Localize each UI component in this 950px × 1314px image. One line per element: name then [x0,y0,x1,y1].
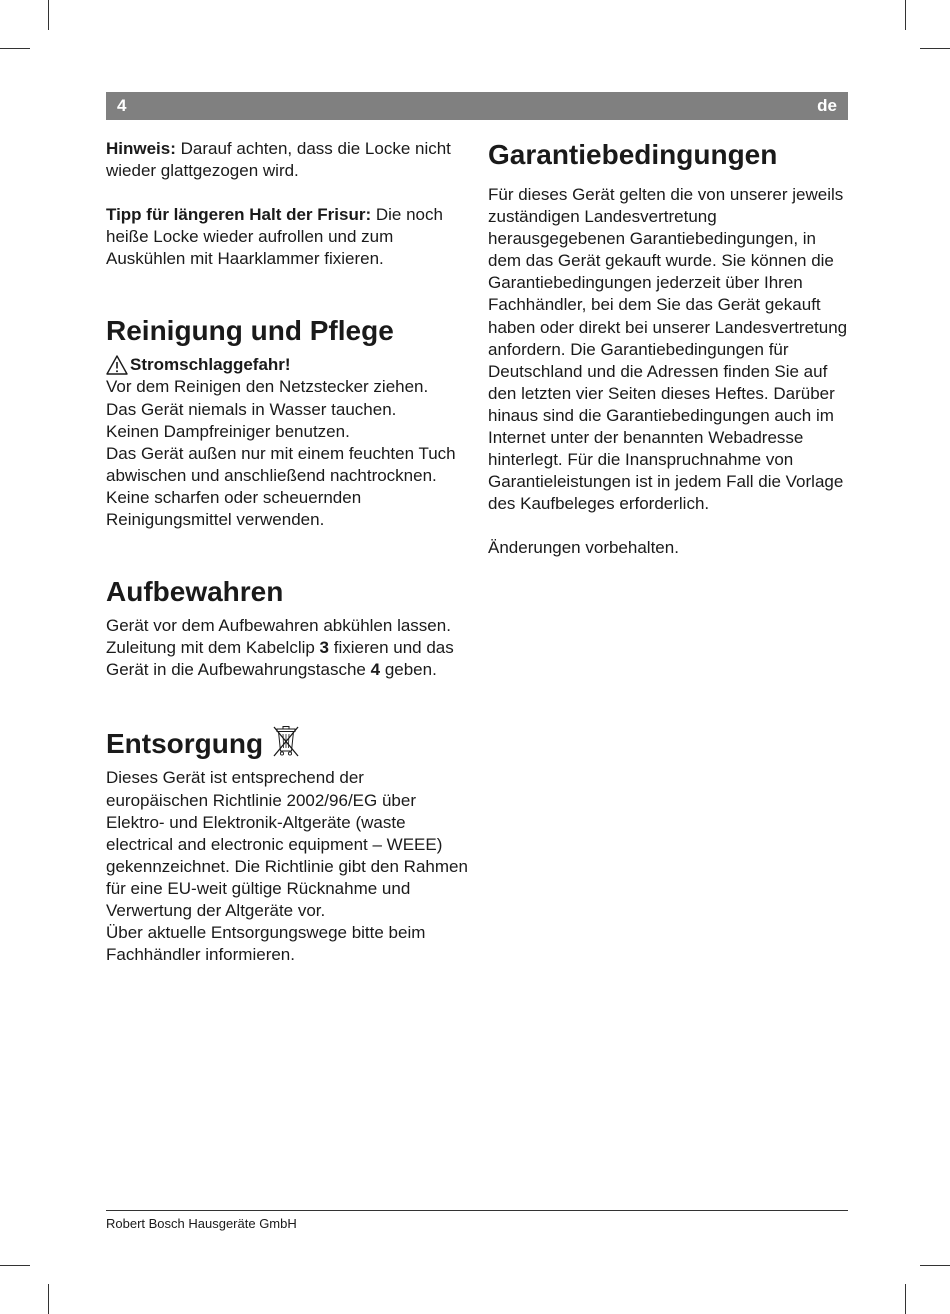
storage-heading: Aufbewahren [106,576,284,608]
crossed-bin-icon [271,725,301,759]
warning-triangle-icon [106,355,128,375]
warranty-heading: Garantiebedingungen [488,139,778,170]
left-column [106,138,468,966]
crop-mark [0,1265,30,1266]
crop-mark [920,48,950,49]
warning-text: Stromschlaggefahr! [130,355,291,375]
hint-paragraph [106,138,468,182]
storage-bag-number: 4 [370,660,381,680]
warranty-note: Änderungen vorbehalten. [488,538,679,558]
hint-text: Darauf achten, dass die Locke nicht wieder glattgezogen wird. [106,139,451,181]
cable-clip-number: 3 [319,638,330,658]
tip-paragraph [106,204,468,270]
storage-line: Gerät vor dem Aufbewahren abkühlen lassen. [106,616,451,636]
page-header-bar [106,92,848,120]
cleaning-line: Das Gerät niemals in Wasser tauchen. [106,399,397,419]
storage-text: Zuleitung mit dem Kabelclip [106,638,320,658]
warning-heading [106,354,468,376]
cleaning-line: Keinen Dampfreiniger benutzen. [106,421,350,441]
disposal-paragraph: Dieses Gerät ist entsprechend der europäischen Richtlinie 2002/96/EG über Elektro- und Elektronik-Altgeräte (waste electrical and electronic equipment – WEEE) gekennzeichnet. Die Richtlinie gibt den Rahmen für eine EU-weit gültige Rücknahme und Verwertung der Altgeräte vor. [106,768,468,920]
hint-label: Hinweis: [106,139,176,158]
disposal-paragraph: Über aktuelle Entsorgungswege bitte beim Fachhändler informieren. [106,923,426,965]
storage-text: geben. [380,660,437,680]
disposal-heading-row [106,725,468,761]
footer-company: Robert Bosch Hausgeräte GmbH [106,1216,297,1231]
right-column [488,138,848,560]
footer-rule [106,1210,848,1211]
crop-mark [905,0,906,30]
cleaning-heading: Reinigung und Pflege [106,315,394,347]
storage-text: fixieren und das Gerät in die Aufbewahrungstasche [106,638,454,680]
cleaning-line: Das Gerät außen nur mit einem feuchten Tuch abwischen und anschließend nachtrocknen. Keine scharfen oder scheuernden Reinigungsmittel verwenden. [106,443,456,530]
crop-mark [48,0,49,30]
language-code: de [817,96,837,115]
cleaning-line: Vor dem Reinigen den Netzstecker ziehen. [106,377,429,397]
storage-line [106,637,468,681]
crop-mark [920,1265,950,1266]
tip-text: Die noch heiße Locke wieder aufrollen und zum Auskühlen mit Haarklammer fixieren. [106,205,443,269]
crop-mark [48,1284,49,1314]
tip-label: Tipp für längeren Halt der Frisur: [106,205,372,225]
crop-mark [905,1284,906,1314]
disposal-heading: Entsorgung [106,728,264,760]
crop-mark [0,48,30,49]
page-number: 4 [117,96,127,115]
warranty-paragraph: Für dieses Gerät gelten die von unserer jeweils zuständigen Landesvertretung herausgegebenen Garantiebedingungen, in dem das Gerät gekauft wurde. Sie können die Garantiebedingungen jederzeit über Ihren Fachhändler, bei dem Sie das Gerät gekauft haben oder direkt bei unserer Landesvertretung anfordern. Die Garantiebedingungen für Deutschland und die Adressen finden Sie auf den letzten vier Seiten dieses Heftes. Darüber hinaus sind die Garantiebedingungen auch im Internet unter der benannten Webadresse hinterlegt. Für die Inanspruchnahme von Garantieleistungen ist in jedem Fall die Vorlage des Kaufbeleges erforderlich. [488,185,848,514]
